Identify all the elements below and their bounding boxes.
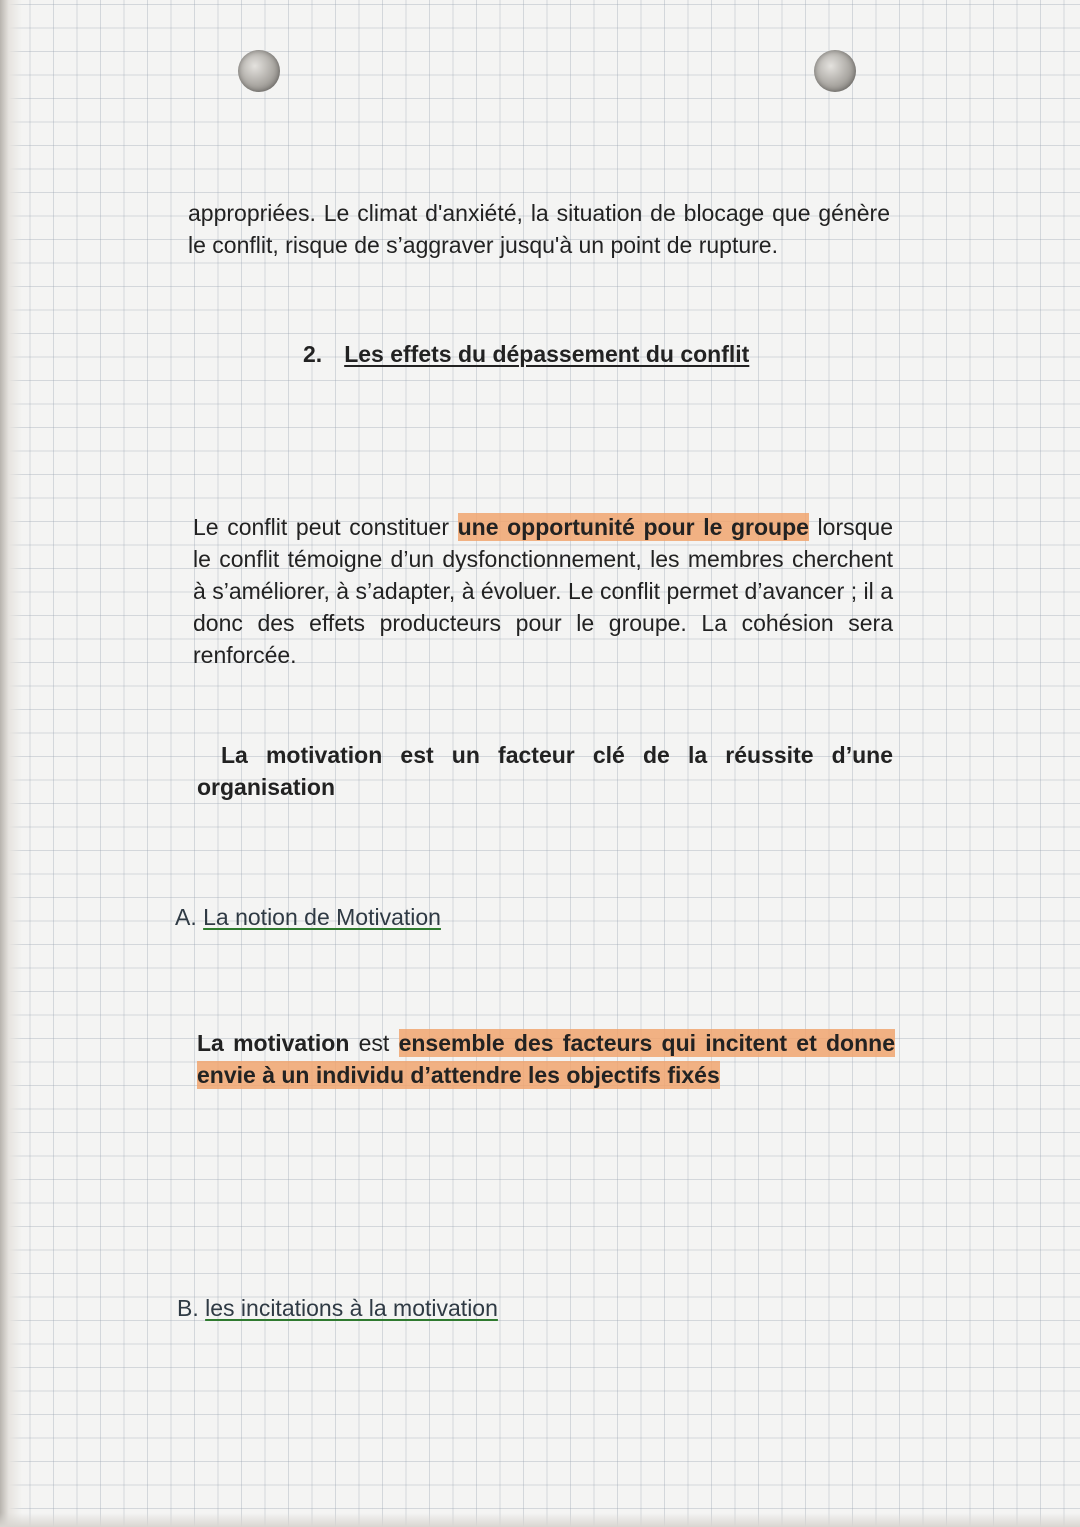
paragraph-text: lorsque le conflit témoigne d’un dysfonctionnement, les membres cherchent à s’améliorer, à s’adapter, à évoluer. Le conflit permet d’avancer ; il a donc des effets producteurs pour le groupe. La cohésion sera renforcée. [193,514,893,668]
subsection-title: La notion de Motivation [203,904,441,930]
highlighted-text: ensemble des facteurs qui incitent et donne envie à un individu d’attendre les objectifs fixés [197,1030,895,1088]
paragraph-conflict-rupture: appropriées. Le climat d'anxiété, la situation de blocage que génère le conflit, risque de s’aggraver jusqu'à un point de rupture. [188,200,890,258]
page-bottom-edge [0,1513,1080,1527]
section-heading-2 [303,341,749,368]
subsection-letter: B. [177,1295,199,1321]
subsection-heading-a [175,904,441,931]
subsection-heading-b [177,1295,498,1322]
section-number: 2. [303,341,323,367]
page-left-edge [0,0,22,1527]
paragraph-text: Le conflit peut constituer [193,514,458,540]
punch-hole-left [238,50,280,92]
highlighted-text: une opportunité pour le groupe [457,514,809,540]
subsection-letter: A. [175,904,197,930]
paragraph-motivation-definition [197,1027,895,1091]
subsection-title: les incitations à la motivation [205,1295,498,1321]
punch-hole-right [814,50,856,92]
paragraph-conflict-opportunity [193,511,893,671]
paragraph-motivation-key-factor: La motivation est un facteur clé de la réussite d’une organisation [197,742,893,800]
paragraph-text: est [349,1030,399,1056]
bold-term: La motivation [197,1030,350,1056]
section-title: Les effets du dépassement du conflit [344,341,750,367]
